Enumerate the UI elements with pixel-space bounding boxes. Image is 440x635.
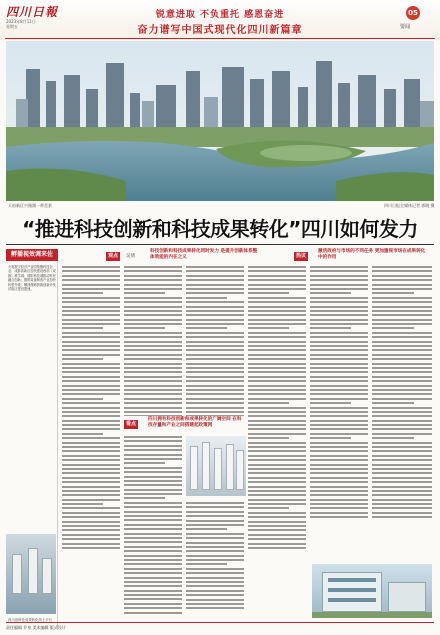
slogan-bottom: 奋力谱写中国式现代化四川新篇章 [137, 25, 303, 36]
hero-photo [6, 41, 434, 201]
main-headline: “推进科技创新和科技成果转化”四川如何发力 [22, 217, 418, 241]
section-tag-3: 热议 [296, 253, 307, 259]
footer-rule [6, 622, 434, 623]
photo-caption-left: 天府新区兴隆湖一带美景 [8, 203, 52, 208]
sidebar-title: 孵播视效调来佐 [6, 249, 58, 261]
section-name: 要闻 [400, 24, 411, 30]
sidebar-body: 天府数字经济产业园集聚科技企业；成都高新区加快建设西部（成都）科学城；绵阳科技城推动军民融合创新；德阳装备制造产业加快转型升级；攀西战略资源创新开发试验区建设提速。 [8, 265, 56, 292]
section-author-1: 吴倩 [126, 254, 135, 259]
factory-photo [186, 436, 246, 496]
section-subhead-3: 激活政府与市场的不同任务 更加重视市场在成果转化中的作用 [318, 249, 426, 260]
section-tag-2: 看点 [126, 421, 137, 427]
footer-credits: 责任编辑 乔泉 美术编辑 版式设计 [6, 625, 66, 630]
photo-caption-right: 四川日报全媒体记者 郭晓 摄 [384, 203, 435, 208]
paper-logo: 四川日報 [6, 5, 59, 19]
text-column-4 [248, 266, 306, 618]
text-column-3b [186, 502, 244, 618]
weekday: 星期五 [6, 24, 18, 29]
section-subhead-2: 四川拥有科技创新和成果转化的广阔空间 在科技存量和产业之间搭建起政策网 [148, 417, 242, 428]
header-rule [5, 38, 435, 39]
text-column-1 [62, 266, 120, 616]
slogan-top: 锐意进取 不负重托 感恩奋进 [155, 10, 285, 20]
text-column-2b [124, 436, 182, 618]
page-number-badge: 05 [406, 6, 420, 20]
text-column-5 [310, 266, 368, 562]
date-line: 2023年8月11日 [6, 19, 36, 24]
text-column-2a [124, 266, 182, 416]
text-column-3a [186, 266, 244, 416]
sidebar [6, 249, 58, 629]
skyline-illustration [6, 41, 434, 201]
text-column-6 [372, 266, 432, 562]
masthead [0, 0, 440, 40]
sidebar-photo-caption: 四川省科技成果转化线上平台 [8, 618, 53, 622]
headline-rule [6, 244, 434, 245]
section-tag-1: 观点 [108, 253, 119, 259]
section-subhead-1: 科技创新和科技成果转化同时发力 是提升创新体系整体效能的内在之义 [150, 249, 258, 260]
building-photo [312, 564, 432, 618]
sidebar-photo [6, 534, 56, 614]
